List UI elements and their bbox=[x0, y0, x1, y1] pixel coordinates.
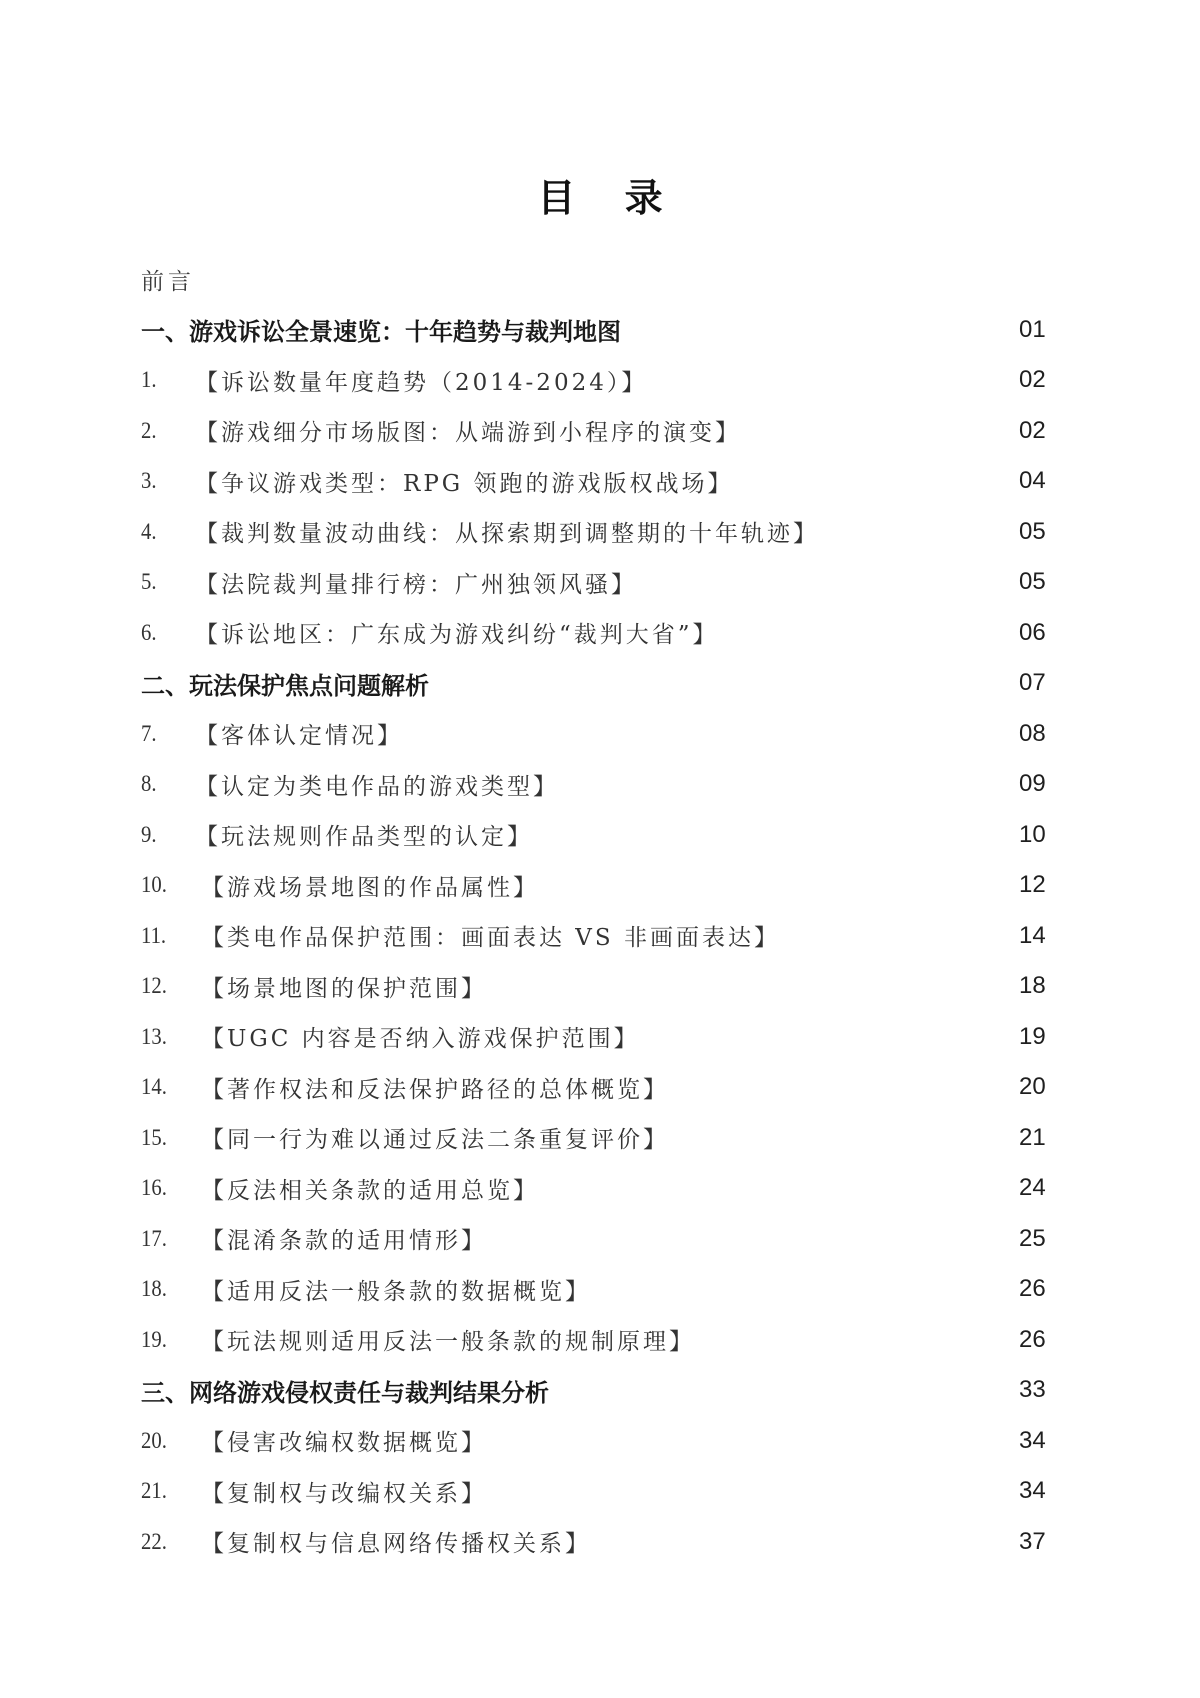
toc-entry-title: 【类电作品保护范围：画面表达 VS 非画面表达】 bbox=[201, 925, 780, 952]
toc-page-number: 33 bbox=[1019, 1376, 1046, 1404]
toc-entry-number: 7. bbox=[141, 720, 157, 746]
toc-entry-number: 20. bbox=[141, 1427, 167, 1453]
toc-entry[interactable] bbox=[141, 557, 1059, 608]
toc-entry-title: 【诉讼地区：广东成为游戏纠纷“裁判大省”】 bbox=[195, 622, 719, 649]
toc-entry[interactable] bbox=[141, 507, 1059, 558]
toc-section-heading[interactable] bbox=[141, 305, 1059, 356]
toc-page-number: 04 bbox=[1019, 467, 1046, 495]
toc-page-number: 05 bbox=[1019, 517, 1046, 545]
toc-entry[interactable] bbox=[141, 860, 1059, 911]
toc-page-number: 26 bbox=[1019, 1275, 1046, 1303]
toc-entry[interactable] bbox=[141, 1214, 1059, 1265]
toc-entry-number: 5. bbox=[141, 569, 157, 595]
toc-page-number: 19 bbox=[1019, 1022, 1046, 1050]
toc-entry-title: 【适用反法一般条款的数据概览】 bbox=[201, 1278, 591, 1305]
toc-entry-number: 8. bbox=[141, 771, 157, 797]
toc-section-title: 三、网络游戏侵权责任与裁判结果分析 bbox=[141, 1377, 549, 1407]
table-of-contents bbox=[141, 254, 1059, 1567]
toc-entry-number: 10. bbox=[141, 872, 167, 898]
toc-page-number: 18 bbox=[1019, 972, 1046, 1000]
toc-page-number: 34 bbox=[1019, 1426, 1046, 1454]
toc-page-number: 05 bbox=[1019, 568, 1046, 596]
toc-entry-title: 前言 bbox=[141, 268, 195, 295]
toc-entry[interactable] bbox=[141, 1517, 1059, 1568]
toc-entry-title: 【法院裁判量排行榜：广州独领风骚】 bbox=[195, 571, 637, 598]
toc-entry-title: 【争议游戏类型：RPG 领跑的游戏版权战场】 bbox=[195, 470, 734, 497]
toc-entry-title: 【侵害改编权数据概览】 bbox=[201, 1430, 487, 1457]
toc-page-number: 25 bbox=[1019, 1224, 1046, 1252]
toc-entry[interactable] bbox=[141, 961, 1059, 1012]
toc-entry-number: 17. bbox=[141, 1225, 167, 1251]
toc-page-number: 08 bbox=[1019, 719, 1046, 747]
toc-entry-title: 【复制权与改编权关系】 bbox=[201, 1480, 487, 1507]
toc-entry[interactable] bbox=[141, 759, 1059, 810]
toc-entry[interactable] bbox=[141, 1315, 1059, 1366]
toc-entry[interactable] bbox=[141, 810, 1059, 861]
toc-entry-title: 【著作权法和反法保护路径的总体概览】 bbox=[201, 1076, 669, 1103]
toc-entry-title: 【诉讼数量年度趋势（2014-2024）】 bbox=[195, 369, 648, 396]
toc-page-number: 06 bbox=[1019, 618, 1046, 646]
toc-entry-title: 【UGC 内容是否纳入游戏保护范围】 bbox=[201, 1026, 640, 1053]
toc-entry-title: 【游戏细分市场版图：从端游到小程序的演变】 bbox=[195, 420, 741, 447]
toc-entry[interactable] bbox=[141, 406, 1059, 457]
toc-section-heading[interactable] bbox=[141, 658, 1059, 709]
toc-entry[interactable] bbox=[141, 1163, 1059, 1214]
toc-entry[interactable] bbox=[141, 911, 1059, 962]
toc-page-number: 09 bbox=[1019, 770, 1046, 798]
toc-entry-title: 【玩法规则作品类型的认定】 bbox=[195, 824, 533, 851]
toc-entry-number: 21. bbox=[141, 1478, 167, 1504]
toc-page-number: 01 bbox=[1019, 315, 1046, 343]
toc-page-number: 10 bbox=[1019, 820, 1046, 848]
toc-entry-title: 【场景地图的保护范围】 bbox=[201, 975, 487, 1002]
toc-entry-number: 12. bbox=[141, 973, 167, 999]
toc-entry-title: 【游戏场景地图的作品属性】 bbox=[201, 874, 539, 901]
toc-entry-number: 2. bbox=[141, 417, 157, 443]
toc-page-number: 20 bbox=[1019, 1073, 1046, 1101]
toc-page-number: 14 bbox=[1019, 921, 1046, 949]
toc-entry-title: 【同一行为难以通过反法二条重复评价】 bbox=[201, 1127, 669, 1154]
toc-entry-number: 11. bbox=[141, 922, 167, 948]
toc-section-heading[interactable] bbox=[141, 1365, 1059, 1416]
toc-entry-title: 【反法相关条款的适用总览】 bbox=[201, 1177, 539, 1204]
toc-entry-title: 【复制权与信息网络传播权关系】 bbox=[201, 1531, 591, 1558]
toc-entry[interactable] bbox=[141, 1416, 1059, 1467]
toc-section-title: 一、游戏诉讼全景速览：十年趋势与裁判地图 bbox=[141, 317, 621, 347]
toc-page-number: 37 bbox=[1019, 1527, 1046, 1555]
toc-entry-title: 【裁判数量波动曲线：从探索期到调整期的十年轨迹】 bbox=[195, 521, 819, 548]
toc-entry-number: 1. bbox=[141, 367, 157, 393]
toc-entry-number: 15. bbox=[141, 1124, 167, 1150]
toc-entry[interactable] bbox=[141, 1062, 1059, 1113]
toc-entry-title: 【客体认定情况】 bbox=[195, 723, 403, 750]
toc-page-number: 21 bbox=[1019, 1123, 1046, 1151]
toc-entry[interactable] bbox=[141, 355, 1059, 406]
toc-entry-preface[interactable] bbox=[141, 254, 1059, 305]
toc-page-number: 24 bbox=[1019, 1174, 1046, 1202]
toc-entry-number: 16. bbox=[141, 1175, 167, 1201]
toc-entry[interactable] bbox=[141, 1264, 1059, 1315]
toc-page-number: 07 bbox=[1019, 669, 1046, 697]
toc-entry-number: 19. bbox=[141, 1326, 167, 1352]
toc-entry[interactable] bbox=[141, 456, 1059, 507]
toc-page-number: 02 bbox=[1019, 416, 1046, 444]
toc-entry-number: 4. bbox=[141, 518, 157, 544]
toc-entry-title: 【玩法规则适用反法一般条款的规制原理】 bbox=[201, 1329, 695, 1356]
toc-entry-number: 6. bbox=[141, 619, 157, 645]
toc-entry-number: 22. bbox=[141, 1528, 167, 1554]
toc-section-title: 二、玩法保护焦点问题解析 bbox=[141, 670, 429, 700]
toc-page-number: 12 bbox=[1019, 871, 1046, 899]
toc-entry[interactable] bbox=[141, 608, 1059, 659]
toc-entry[interactable] bbox=[141, 1012, 1059, 1063]
toc-entry-number: 14. bbox=[141, 1074, 167, 1100]
toc-entry-number: 13. bbox=[141, 1023, 167, 1049]
toc-entry-number: 9. bbox=[141, 821, 157, 847]
page-title: 目 录 bbox=[537, 175, 681, 220]
toc-entry[interactable] bbox=[141, 1113, 1059, 1164]
toc-entry[interactable] bbox=[141, 1466, 1059, 1517]
toc-entry-number: 3. bbox=[141, 468, 157, 494]
toc-page-number: 34 bbox=[1019, 1477, 1046, 1505]
toc-entry-title: 【混淆条款的适用情形】 bbox=[201, 1228, 487, 1255]
toc-entry-number: 18. bbox=[141, 1276, 167, 1302]
toc-entry[interactable] bbox=[141, 709, 1059, 760]
toc-entry-title: 【认定为类电作品的游戏类型】 bbox=[195, 773, 559, 800]
toc-page-number: 02 bbox=[1019, 366, 1046, 394]
toc-page-number: 26 bbox=[1019, 1325, 1046, 1353]
